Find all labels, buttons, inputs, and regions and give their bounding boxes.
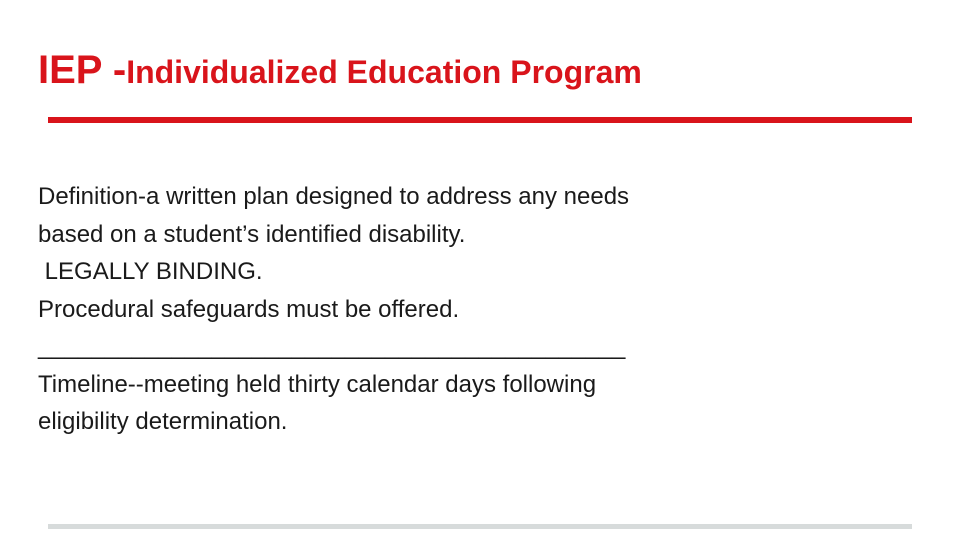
slide-title bbox=[38, 50, 642, 90]
title-rest: Individualized Education Program bbox=[126, 54, 642, 90]
body-line-separator: ____________________________________________ bbox=[38, 333, 626, 360]
body-line-definition-cont: based on a student’s identified disability. bbox=[38, 220, 466, 248]
title-prefix: IEP - bbox=[38, 48, 127, 92]
body-line-safeguards: Procedural safeguards must be offered. bbox=[38, 295, 460, 323]
body-line-legally-binding: LEGALLY BINDING. bbox=[38, 258, 263, 285]
body-line-definition: Definition-a written plan designed to address any needs bbox=[38, 183, 630, 210]
footer-divider bbox=[48, 524, 912, 529]
title-divider bbox=[48, 117, 912, 123]
slide-body bbox=[38, 178, 918, 441]
body-line-timeline: Timeline--meeting held thirty calendar days following bbox=[38, 370, 597, 398]
body-line-timeline-cont: eligibility determination. bbox=[38, 408, 288, 435]
